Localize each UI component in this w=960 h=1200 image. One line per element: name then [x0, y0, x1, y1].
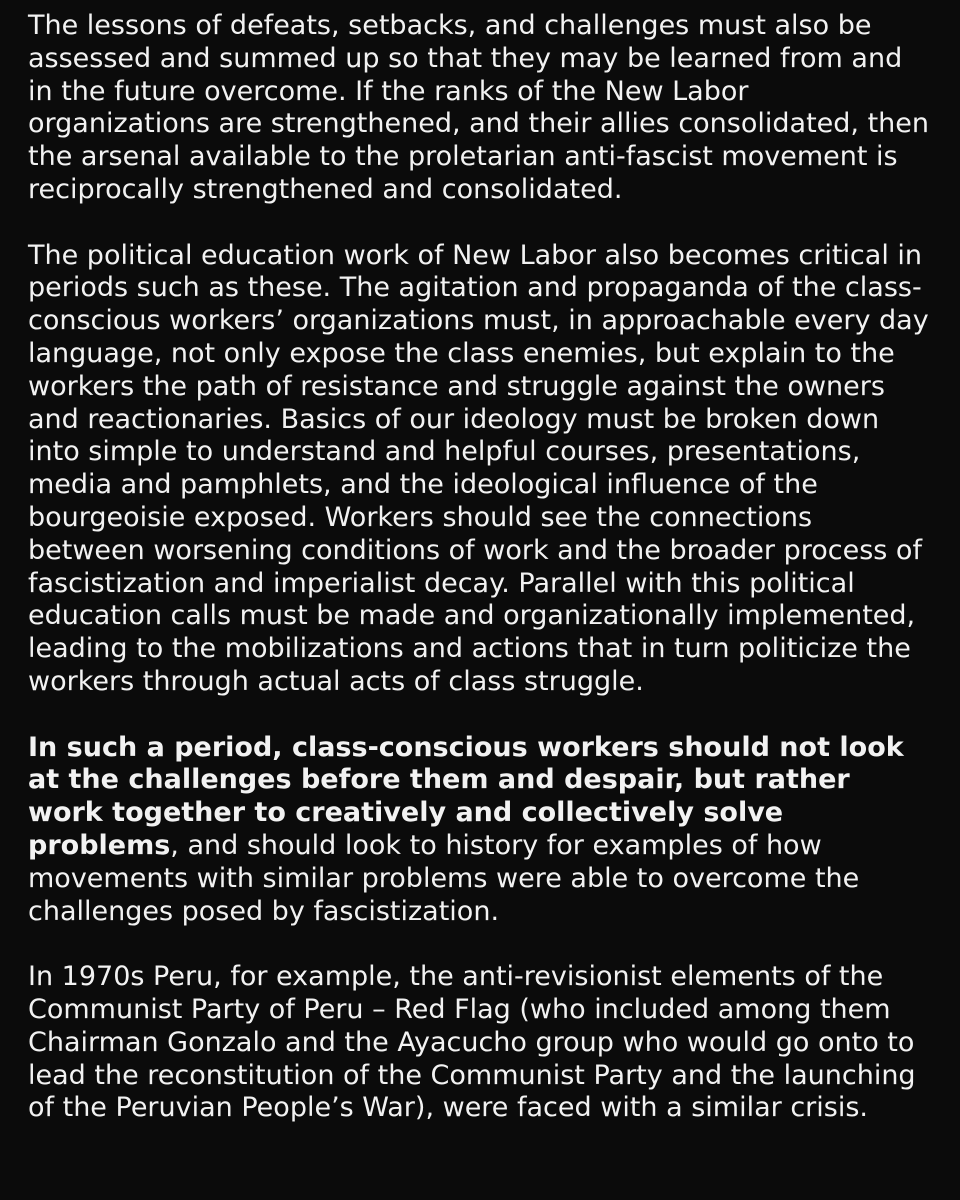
paragraph-political-education: The political education work of New Labor also becomes critical in periods such as these. The agitation and propaganda of the class-conscious workers’ organizations must, in approachable every day language, not only expose the class enemies, but explain to the workers the path of resistance and struggle against the owners and reactionaries. Basics of our ideology must be broken down into simple to understand and helpful courses, presentations, media and pamphlets, and the ideological influence of the bourgeoisie exposed. Workers should see the connections between worsening conditions of work and the broader process of fascistization and imperialist decay. Parallel with this political education calls must be made and organizationally implemented, leading to the mobilizations and actions that in turn politicize the workers through actual acts of class struggle.	[28, 239, 929, 697]
paragraph-continuation: , and should look to history for examples of how movements with similar problems were able to overcome the challenges posed by fascistization.	[28, 829, 860, 927]
bold-emphasis: In such a period, class-conscious workers should not look at the challenges before them and despair, but rather work together to creatively and collectively solve problems	[28, 731, 904, 861]
paragraph-peru-1970s: In 1970s Peru, for example, the anti-revisionist elements of the Communist Party of Peru – Red Flag (who included among them Chairman Gonzalo and the Ayacucho group who would go onto to lead the reconstitution of the Communist Party and the launching of the Peruvian People’s War), were faced with a similar crisis.	[28, 961, 916, 1124]
paragraph-such-a-period	[28, 732, 932, 929]
paragraph-lessons: The lessons of defeats, setbacks, and challenges must also be assessed and summed up so that they may be learned from and in the future overcome. If the ranks of the New Labor organizations are strengthened, and their allies consolidated, then the arsenal available to the proletarian anti-fascist movement is reciprocally strengthened and consolidated.	[28, 10, 929, 205]
